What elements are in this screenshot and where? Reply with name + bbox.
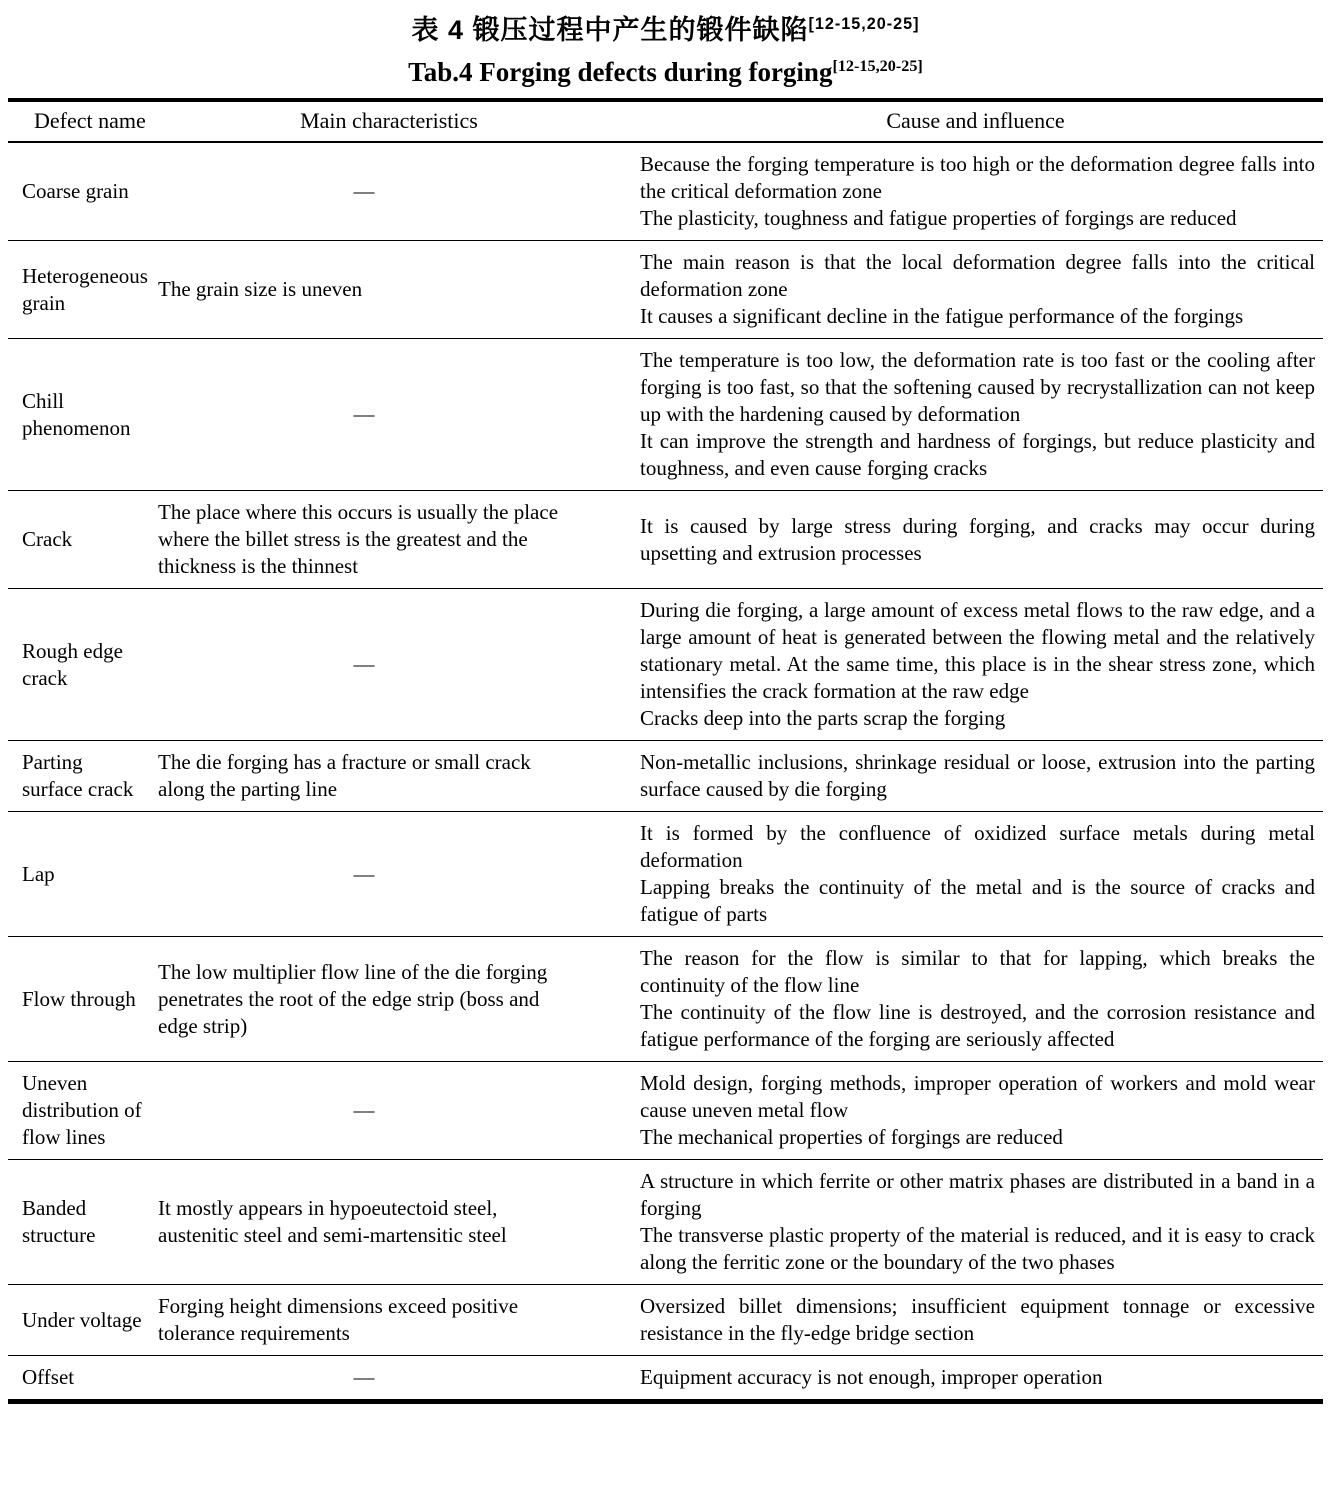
cause-sentence: It is formed by the confluence of oxidized surface metals during metal deformation bbox=[640, 821, 1315, 872]
cause-sentence: Lapping breaks the continuity of the metal and is the source of cracks and fatigue of parts bbox=[640, 875, 1315, 926]
table-row bbox=[8, 1062, 1323, 1160]
table-body bbox=[8, 142, 1323, 1402]
cause-sentence: The mechanical properties of forgings are reduced bbox=[640, 1125, 1063, 1149]
main-characteristics-cell: The die forging has a fracture or small crack along the parting line bbox=[150, 741, 628, 812]
column-header-defect-name: Defect name bbox=[8, 100, 150, 142]
cause-and-influence-cell bbox=[628, 589, 1323, 741]
defect-name-cell: Chill phenomenon bbox=[8, 339, 150, 491]
cause-sentence: Non-metallic inclusions, shrinkage residual or loose, extrusion into the parting surface caused by die forging bbox=[640, 750, 1315, 801]
table-row bbox=[8, 589, 1323, 741]
defect-name-cell: Flow through bbox=[8, 937, 150, 1062]
cause-sentence: The temperature is too low, the deformation rate is too fast or the cooling after forging is too fast, so that the softening caused by recrystallization can not keep up with the hardening caused by deformation bbox=[640, 348, 1315, 426]
cause-sentence: The transverse plastic property of the material is reduced, and it is easy to crack along the ferritic zone or the boundary of the two phases bbox=[640, 1223, 1315, 1274]
table-row bbox=[8, 741, 1323, 812]
cause-sentence: Because the forging temperature is too high or the deformation degree falls into the critical deformation zone bbox=[640, 152, 1315, 203]
cause-and-influence-cell bbox=[628, 1356, 1323, 1402]
cause-sentence: The plasticity, toughness and fatigue properties of forgings are reduced bbox=[640, 206, 1237, 230]
cause-sentence: Equipment accuracy is not enough, improper operation bbox=[640, 1365, 1103, 1389]
main-characteristics-cell: Forging height dimensions exceed positive tolerance requirements bbox=[150, 1285, 628, 1356]
table-titles bbox=[8, 6, 1323, 90]
defect-name-cell: Uneven distribution of flow lines bbox=[8, 1062, 150, 1160]
defect-name-cell: Lap bbox=[8, 812, 150, 937]
defect-name-cell: Banded structure bbox=[8, 1160, 150, 1285]
cause-sentence: Oversized billet dimensions; insufficient equipment tonnage or excessive resistance in the fly-edge bridge section bbox=[640, 1294, 1315, 1345]
cause-sentence: Mold design, forging methods, improper operation of workers and mold wear cause uneven metal flow bbox=[640, 1071, 1315, 1122]
table-title-chinese bbox=[8, 6, 1323, 48]
cause-and-influence-cell bbox=[628, 241, 1323, 339]
cause-sentence: The reason for the flow is similar to that for lapping, which breaks the continuity of the flow line bbox=[640, 946, 1315, 997]
cause-and-influence-cell bbox=[628, 1160, 1323, 1285]
cause-sentence: It is caused by large stress during forging, and cracks may occur during upsetting and extrusion processes bbox=[640, 513, 1315, 565]
cause-sentence: During die forging, a large amount of excess metal flows to the raw edge, and a large amount of heat is generated between the flowing metal and the relatively stationary metal. At the same time, this place is in the shear stress zone, which intensifies the crack formation at the raw edge bbox=[640, 598, 1315, 703]
cause-and-influence-cell bbox=[628, 1062, 1323, 1160]
cause-and-influence-cell bbox=[628, 339, 1323, 491]
cause-and-influence-cell bbox=[628, 1285, 1323, 1356]
cause-and-influence-cell bbox=[628, 812, 1323, 937]
main-characteristics-cell: — bbox=[353, 1365, 375, 1389]
cause-and-influence-cell bbox=[628, 491, 1323, 589]
main-characteristics-cell: — bbox=[150, 589, 628, 741]
cause-sentence: Cracks deep into the parts scrap the forging bbox=[640, 706, 1006, 730]
table-row bbox=[8, 339, 1323, 491]
cause-sentence: The main reason is that the local deformation degree falls into the critical deformation zone bbox=[640, 250, 1315, 301]
column-header-cause-and-influence: Cause and influence bbox=[628, 100, 1323, 142]
cause-and-influence-cell bbox=[628, 142, 1323, 241]
table-row bbox=[8, 142, 1323, 241]
main-characteristics-cell: — bbox=[150, 339, 628, 491]
table-title-english-text: Tab.4 Forging defects during forging bbox=[408, 57, 833, 87]
cause-sentence: A structure in which ferrite or other matrix phases are distributed in a band in a forging bbox=[640, 1169, 1315, 1220]
defect-name-cell: Offset bbox=[22, 1365, 75, 1389]
cause-and-influence-cell bbox=[628, 741, 1323, 812]
cause-sentence: It can improve the strength and hardness of forgings, but reduce plasticity and toughness, and even cause forging cracks bbox=[640, 429, 1315, 480]
table-header-row bbox=[8, 100, 1323, 142]
defect-name-cell: Under voltage bbox=[8, 1285, 150, 1356]
defect-name-cell: Coarse grain bbox=[8, 142, 150, 241]
table-title-chinese-text: 表 4 锻压过程中产生的锻件缺陷 bbox=[411, 15, 809, 45]
main-characteristics-cell: — bbox=[150, 142, 628, 241]
main-characteristics-cell: — bbox=[150, 812, 628, 937]
chinese-title-citation-superscript: [12-15,20-25] bbox=[808, 15, 920, 33]
table-title-english bbox=[8, 48, 1323, 90]
main-characteristics-cell: It mostly appears in hypoeutectoid steel, austenitic steel and semi-martensitic steel bbox=[150, 1160, 628, 1285]
table-row bbox=[8, 937, 1323, 1062]
column-header-main-characteristics: Main characteristics bbox=[150, 100, 628, 142]
table-row bbox=[8, 241, 1323, 339]
cause-sentence: It causes a significant decline in the fatigue performance of the forgings bbox=[640, 304, 1244, 328]
table-row bbox=[8, 1285, 1323, 1356]
table-row bbox=[8, 1356, 1323, 1402]
table-row bbox=[8, 491, 1323, 589]
main-characteristics-cell: The low multiplier flow line of the die forging penetrates the root of the edge strip (boss and edge strip) bbox=[150, 937, 628, 1062]
forging-defects-table bbox=[8, 98, 1323, 1404]
defect-name-cell: Crack bbox=[8, 491, 150, 589]
cause-and-influence-cell bbox=[628, 937, 1323, 1062]
main-characteristics-cell: The grain size is uneven bbox=[150, 241, 628, 339]
defect-name-cell: Heterogeneous grain bbox=[8, 241, 150, 339]
defect-name-cell: Parting surface crack bbox=[8, 741, 150, 812]
main-characteristics-cell: — bbox=[150, 1062, 628, 1160]
cause-sentence: The continuity of the flow line is destroyed, and the corrosion resistance and fatigue performance of the forging are seriously affected bbox=[640, 1000, 1315, 1051]
table-row bbox=[8, 812, 1323, 937]
english-title-citation-superscript: [12-15,20-25] bbox=[832, 57, 923, 75]
defect-name-cell: Rough edge crack bbox=[8, 589, 150, 741]
main-characteristics-cell: The place where this occurs is usually the place where the billet stress is the greatest and the thickness is the thinnest bbox=[150, 491, 628, 589]
table-row bbox=[8, 1160, 1323, 1285]
